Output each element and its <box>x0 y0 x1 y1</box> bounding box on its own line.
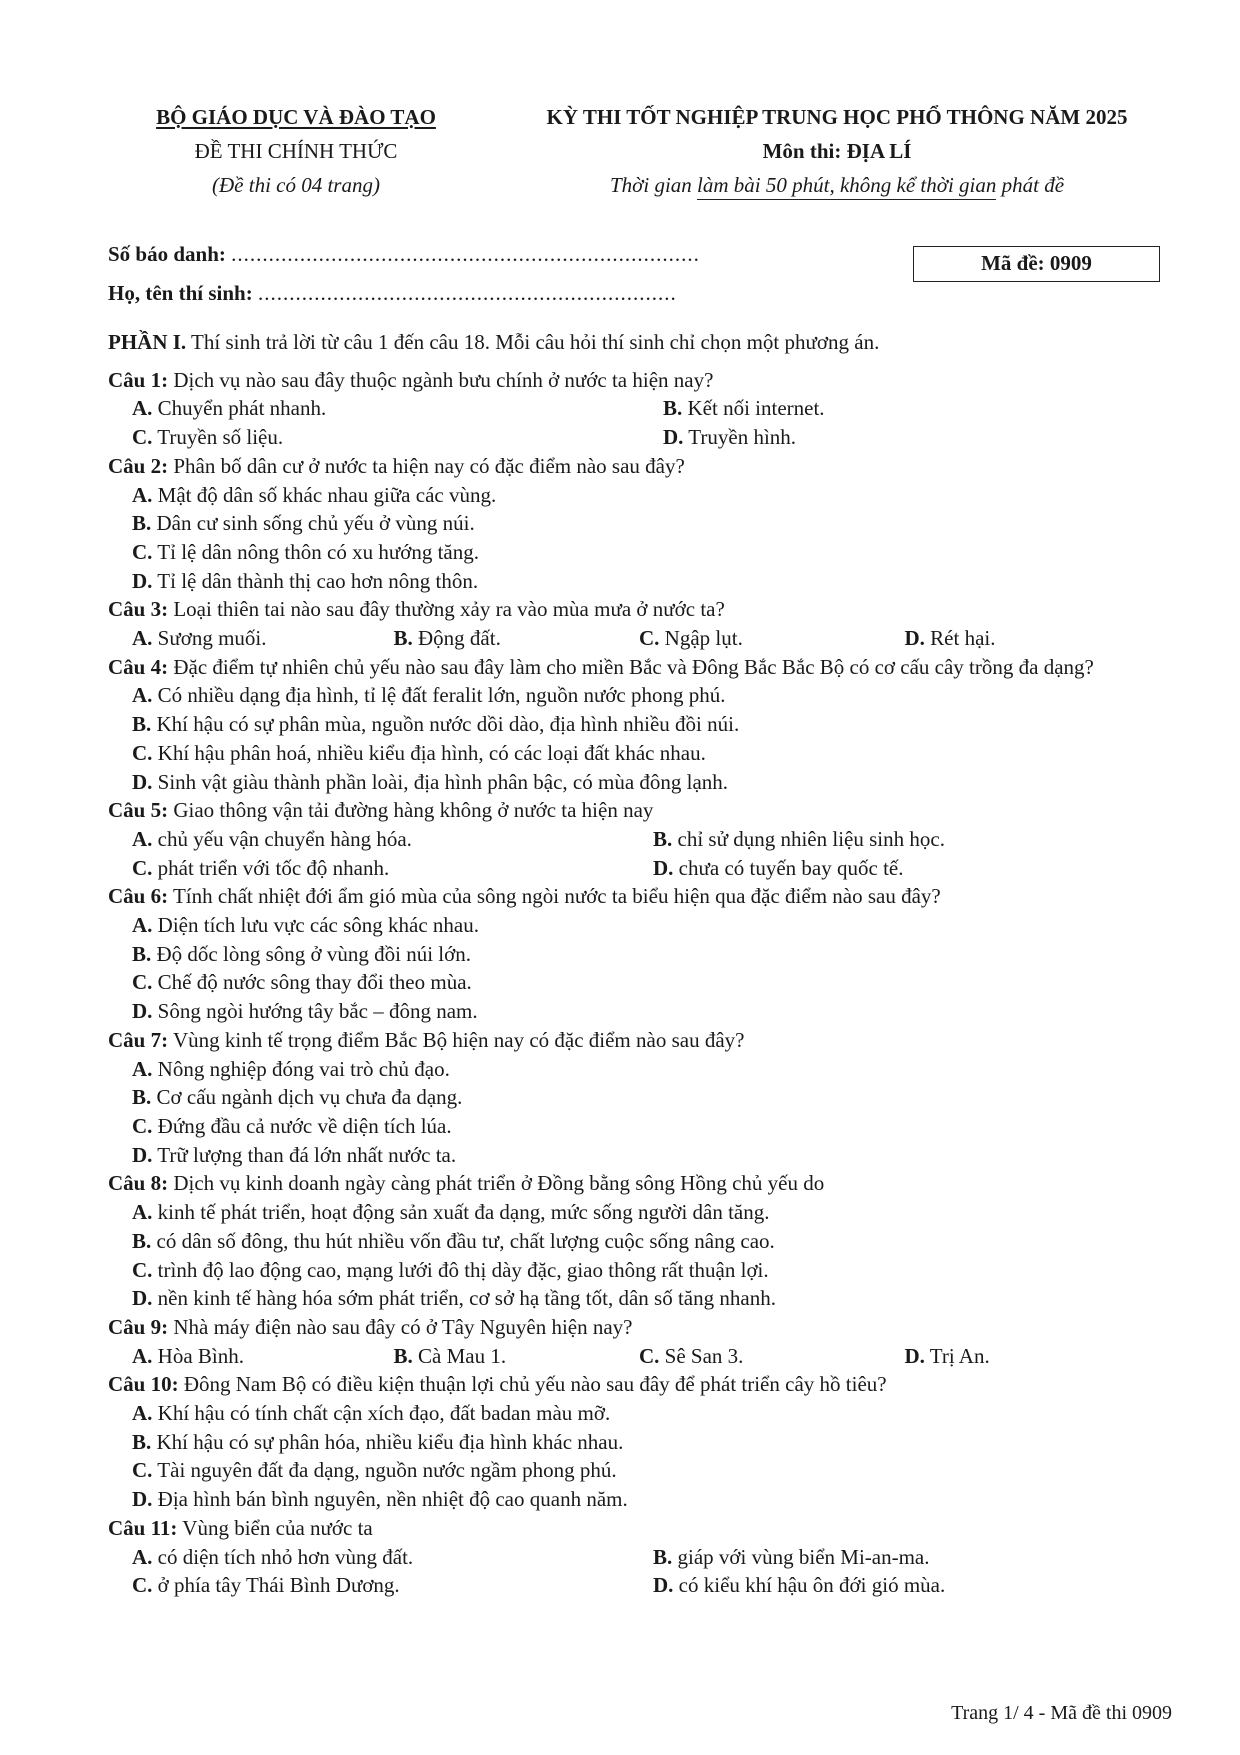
option-text: Tỉ lệ dân thành thị cao hơn nông thôn. <box>152 568 479 593</box>
option-a <box>108 825 639 854</box>
option-b <box>374 1342 640 1371</box>
question-stem <box>108 1169 1170 1198</box>
question-5 <box>108 796 1170 882</box>
question-text: Giao thông vận tải đường hàng không ở nước ta hiện nay <box>168 798 654 823</box>
option-b <box>108 509 1170 538</box>
option-text: Động đất. <box>412 626 501 651</box>
question-stem <box>108 796 1170 825</box>
option-text: trình độ lao động cao, mạng lưới đô thị dày đặc, giao thông rất thuận lợi. <box>152 1257 769 1282</box>
candidate-name-label: Họ, tên thí sinh: <box>108 281 253 305</box>
option-text: có kiểu khí hậu ôn đới gió mùa. <box>673 1573 946 1598</box>
section-text: Thí sinh trả lời từ câu 1 đến câu 18. Mỗi câu hỏi thí sinh chỉ chọn một phương án. <box>186 330 880 354</box>
option-a <box>108 1055 1170 1084</box>
option-text: Trữ lượng than đá lớn nhất nước ta. <box>152 1142 457 1167</box>
option-c <box>108 1456 1170 1485</box>
option-key: C. <box>132 970 153 995</box>
time-underlined: làm bài 50 phút, không kể thời gian <box>697 173 996 200</box>
option-text: Khí hậu có sự phân hóa, nhiều kiểu địa hình khác nhau. <box>151 1429 624 1454</box>
option-key: B. <box>393 1343 413 1368</box>
candidate-number-field <box>108 242 700 267</box>
ministry-name: BỘ GIÁO DỤC VÀ ĐÀO TẠO <box>156 105 436 129</box>
option-text: Đứng đầu cả nước về diện tích lúa. <box>152 1113 452 1138</box>
option-text: Chuyển phát nhanh. <box>152 396 327 421</box>
question-text: Loại thiên tai nào sau đây thường xảy ra vào mùa mưa ở nước ta? <box>168 597 725 622</box>
option-text: chỉ sử dụng nhiên liệu sinh học. <box>672 826 945 851</box>
option-c <box>108 423 639 452</box>
option-a <box>108 1342 374 1371</box>
option-c <box>108 538 1170 567</box>
option-key: B. <box>132 712 152 737</box>
option-text: Dân cư sinh sống chủ yếu ở vùng núi. <box>151 511 475 536</box>
option-c <box>108 739 1170 768</box>
question-number: Câu 10: <box>108 1372 179 1397</box>
option-key: B. <box>393 626 413 651</box>
option-text: Cơ cấu ngành dịch vụ chưa đa dạng. <box>151 1085 463 1110</box>
option-d <box>108 1284 1170 1313</box>
time-post: phát đề <box>996 173 1065 197</box>
question-stem <box>108 1313 1170 1342</box>
option-d <box>108 997 1170 1026</box>
option-d <box>639 1571 1170 1600</box>
option-key: A. <box>132 1343 153 1368</box>
question-number: Câu 7: <box>108 1027 169 1052</box>
option-d <box>905 1342 1171 1371</box>
option-text: chủ yếu vận chuyển hàng hóa. <box>152 826 412 851</box>
option-b <box>374 624 640 653</box>
section-intro <box>108 328 1170 357</box>
question-text: Vùng kinh tế trọng điểm Bắc Bộ hiện nay có đặc điểm nào sau đây? <box>168 1027 745 1052</box>
option-key: D. <box>132 1286 153 1311</box>
option-key: A. <box>132 482 153 507</box>
option-key: B. <box>653 826 673 851</box>
option-key: D. <box>904 626 925 651</box>
option-text: có dân số đông, thu hút nhiều vốn đầu tư, chất lượng cuộc sống nâng cao. <box>151 1228 775 1253</box>
question-11 <box>108 1514 1170 1600</box>
option-key: D. <box>132 1142 153 1167</box>
question-8 <box>108 1169 1170 1313</box>
option-d <box>639 423 1170 452</box>
question-stem <box>108 882 1170 911</box>
question-number: Câu 6: <box>108 884 169 909</box>
question-number: Câu 9: <box>108 1314 169 1339</box>
option-text: Truyền hình. <box>683 425 797 450</box>
question-text: Phân bố dân cư ở nước ta hiện nay có đặc điểm nào sau đây? <box>168 453 685 478</box>
option-key: C. <box>132 855 153 880</box>
option-row <box>108 423 1170 452</box>
option-key: B. <box>653 1544 673 1569</box>
option-key: B. <box>132 1429 152 1454</box>
option-key: D. <box>653 855 674 880</box>
question-number: Câu 5: <box>108 798 169 823</box>
option-key: C. <box>132 539 153 564</box>
question-text: Dịch vụ kinh doanh ngày càng phát triển ở Đồng bằng sông Hồng chủ yếu do <box>168 1171 825 1196</box>
option-key: C. <box>132 740 153 765</box>
option-b <box>108 1428 1170 1457</box>
option-key: B. <box>132 1085 152 1110</box>
question-number: Câu 4: <box>108 654 169 679</box>
option-d <box>108 1485 1170 1514</box>
question-text: Vùng biển của nước ta <box>177 1515 373 1540</box>
question-number: Câu 2: <box>108 453 169 478</box>
question-number: Câu 3: <box>108 597 169 622</box>
option-text: Sương muối. <box>152 626 267 651</box>
option-a <box>108 681 1170 710</box>
option-c <box>639 624 905 653</box>
subject-name: ĐỊA LÍ <box>846 139 912 163</box>
option-text: Ngập lụt. <box>659 626 743 651</box>
option-key: C. <box>132 1113 153 1138</box>
option-b <box>639 1543 1170 1572</box>
option-key: C. <box>132 1573 153 1598</box>
question-stem <box>108 653 1170 682</box>
option-text: Chế độ nước sông thay đổi theo mùa. <box>152 970 472 995</box>
question-1 <box>108 366 1170 452</box>
option-text: chưa có tuyến bay quốc tế. <box>673 855 904 880</box>
option-text: Nông nghiệp đóng vai trò chủ đạo. <box>152 1056 450 1081</box>
option-row <box>108 394 1170 423</box>
option-key: D. <box>904 1343 925 1368</box>
option-key: B. <box>663 396 683 421</box>
official-label: ĐỀ THI CHÍNH THỨC <box>194 139 398 163</box>
option-c <box>108 1256 1170 1285</box>
option-c <box>108 968 1170 997</box>
option-key: C. <box>639 626 660 651</box>
option-text: Rét hại. <box>924 626 996 651</box>
option-text: Truyền số liệu. <box>152 425 284 450</box>
subject-line <box>492 134 1182 168</box>
option-key: A. <box>132 1401 153 1426</box>
option-key: C. <box>132 1458 153 1483</box>
header-left <box>118 100 474 202</box>
option-text: Cà Mau 1. <box>412 1343 507 1368</box>
question-stem <box>108 595 1170 624</box>
subject-label: Môn thi: <box>762 139 847 163</box>
header-right <box>492 100 1182 202</box>
candidate-number-blank: ........................................................................... <box>231 242 700 266</box>
option-text: Có nhiều dạng địa hình, tỉ lệ đất feralit lớn, nguồn nước phong phú. <box>152 683 726 708</box>
option-text: Mật độ dân số khác nhau giữa các vùng. <box>152 482 497 507</box>
option-key: D. <box>132 769 153 794</box>
option-b <box>639 825 1170 854</box>
option-text: ở phía tây Thái Bình Dương. <box>152 1573 400 1598</box>
question-text: Nhà máy điện nào sau đây có ở Tây Nguyên hiện nay? <box>168 1314 633 1339</box>
candidate-number-label: Số báo danh: <box>108 242 226 266</box>
option-text: Tỉ lệ dân nông thôn có xu hướng tăng. <box>152 539 479 564</box>
option-b <box>108 1227 1170 1256</box>
option-a <box>108 481 1170 510</box>
option-text: Trị An. <box>924 1343 990 1368</box>
option-b <box>639 394 1170 423</box>
option-key: A. <box>132 826 153 851</box>
question-6 <box>108 882 1170 1026</box>
option-key: A. <box>132 683 153 708</box>
option-key: D. <box>132 568 153 593</box>
option-b <box>108 710 1170 739</box>
option-key: B. <box>132 1228 152 1253</box>
option-text: Địa hình bán bình nguyên, nền nhiệt độ cao quanh năm. <box>152 1487 628 1512</box>
question-text: Tính chất nhiệt đới ẩm gió mùa của sông ngòi nước ta biểu hiện qua đặc điểm nào sau đây? <box>168 884 941 909</box>
option-text: Diện tích lưu vực các sông khác nhau. <box>152 913 479 938</box>
option-key: A. <box>132 396 153 421</box>
option-text: Độ dốc lòng sông ở vùng đồi núi lớn. <box>151 941 471 966</box>
page-footer: Trang 1/ 4 - Mã đề thi 0909 <box>951 1702 1172 1724</box>
option-text: Sông ngòi hướng tây bắc – đông nam. <box>152 999 478 1024</box>
option-row <box>108 1543 1170 1572</box>
section-label: PHẦN I. <box>108 330 187 354</box>
option-b <box>108 940 1170 969</box>
option-a <box>108 624 374 653</box>
option-text: Khí hậu có sự phân mùa, nguồn nước dồi dào, địa hình nhiều đồi núi. <box>151 712 740 737</box>
option-c <box>639 1342 905 1371</box>
option-key: B. <box>132 511 152 536</box>
question-10 <box>108 1370 1170 1514</box>
option-text: có diện tích nhỏ hơn vùng đất. <box>152 1544 414 1569</box>
question-text: Đông Nam Bộ có điều kiện thuận lợi chủ yếu nào sau đây để phát triển cây hồ tiêu? <box>178 1372 887 1397</box>
option-text: Hòa Bình. <box>152 1343 244 1368</box>
option-d <box>108 1141 1170 1170</box>
option-text: Sê San 3. <box>659 1343 744 1368</box>
option-row <box>108 1571 1170 1600</box>
pages-note: (Đề thi có 04 trang) <box>212 173 380 197</box>
option-text: Sinh vật giàu thành phần loài, địa hình phân bậc, có mùa đông lạnh. <box>152 769 729 794</box>
option-key: D. <box>663 425 684 450</box>
option-text: Kết nối internet. <box>682 396 825 421</box>
question-number: Câu 8: <box>108 1171 169 1196</box>
option-text: giáp với vùng biển Mi-an-ma. <box>672 1544 930 1569</box>
option-d <box>905 624 1171 653</box>
option-text: kinh tế phát triển, hoạt động sản xuất đa dạng, mức sống người dân tăng. <box>152 1200 770 1225</box>
question-4 <box>108 653 1170 797</box>
option-row <box>108 624 1170 653</box>
question-body <box>108 328 1170 1600</box>
question-stem <box>108 366 1170 395</box>
option-a <box>108 1399 1170 1428</box>
option-text: Tài nguyên đất đa dạng, nguồn nước ngầm phong phú. <box>152 1458 617 1483</box>
option-key: D. <box>653 1573 674 1598</box>
option-key: A. <box>132 1200 153 1225</box>
option-d <box>108 768 1170 797</box>
option-key: D. <box>132 999 153 1024</box>
exam-title: KỲ THI TỐT NGHIỆP TRUNG HỌC PHỔ THÔNG NĂM 2025 <box>546 105 1128 129</box>
option-a <box>108 394 639 423</box>
question-stem <box>108 1514 1170 1543</box>
candidate-name-field <box>108 281 677 306</box>
question-stem <box>108 1026 1170 1055</box>
question-9 <box>108 1313 1170 1370</box>
option-c <box>108 1112 1170 1141</box>
option-text: nền kinh tế hàng hóa sớm phát triển, cơ sở hạ tầng tốt, dân số tăng nhanh. <box>152 1286 776 1311</box>
question-stem <box>108 1370 1170 1399</box>
option-a <box>108 1543 639 1572</box>
question-3 <box>108 595 1170 652</box>
question-text: Đặc điểm tự nhiên chủ yếu nào sau đây làm cho miền Bắc và Đông Bắc Bắc Bộ có cơ cấu cây trồng đa dạng? <box>168 654 1094 679</box>
option-key: A. <box>132 1544 153 1569</box>
option-b <box>108 1083 1170 1112</box>
option-row <box>108 854 1170 883</box>
question-text: Dịch vụ nào sau đây thuộc ngành bưu chính ở nước ta hiện nay? <box>168 367 714 392</box>
option-c <box>108 854 639 883</box>
option-key: C. <box>132 1257 153 1282</box>
question-number: Câu 1: <box>108 367 169 392</box>
candidate-name-blank: ................................................................... <box>257 281 677 305</box>
option-key: A. <box>132 913 153 938</box>
option-c <box>108 1571 639 1600</box>
option-text: Khí hậu phân hoá, nhiều kiểu địa hình, có các loại đất khác nhau. <box>152 740 706 765</box>
option-d <box>108 567 1170 596</box>
option-key: C. <box>132 425 153 450</box>
option-row <box>108 1342 1170 1371</box>
time-pre: Thời gian <box>609 173 698 197</box>
option-a <box>108 1198 1170 1227</box>
option-key: C. <box>639 1343 660 1368</box>
question-number: Câu 11: <box>108 1515 178 1540</box>
exam-code-box: Mã đề: 0909 <box>913 246 1160 282</box>
option-text: Khí hậu có tính chất cận xích đạo, đất badan màu mỡ. <box>152 1401 611 1426</box>
option-key: A. <box>132 626 153 651</box>
option-row <box>108 825 1170 854</box>
option-key: A. <box>132 1056 153 1081</box>
option-text: phát triển với tốc độ nhanh. <box>152 855 390 880</box>
option-key: D. <box>132 1487 153 1512</box>
question-stem <box>108 452 1170 481</box>
option-key: B. <box>132 941 152 966</box>
option-a <box>108 911 1170 940</box>
question-7 <box>108 1026 1170 1170</box>
question-2 <box>108 452 1170 596</box>
option-d <box>639 854 1170 883</box>
time-line <box>492 168 1182 202</box>
